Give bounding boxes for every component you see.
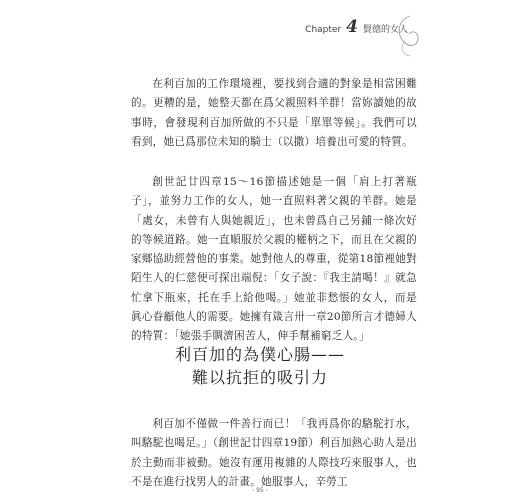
paragraph-text: 在利百加的工作環境裡，要找到合適的對象是相當困難的。更糟的是，她整天都在爲父親照料羊群！當妳讀她的故事時，會發現利百加所做的不只是「單單等候」。我們可以看到，她已爲那位未知的騎士（以撒）培養出可愛的特質。	[131, 78, 417, 148]
paragraph-text: 利百加不僅做一件善行而已！「我再爲你的駱駝打水，叫駱駝也喝足。」（創世記廿四章19節）利百加熱心助人是出於主動而非被動。她沒有運用複雜的人際技巧來服事人，也不是在進行找男人的計畫。她服事人，辛勞工	[131, 418, 417, 488]
chapter-label: Chapter	[305, 25, 342, 35]
subheading-line-1: 利百加的為僕心腸——	[174, 345, 345, 364]
paragraph-text: 創世記廿四章15～16節描述她是一個「肩上打著瓶子」，並努力工作的女人，她一直照料著父親的羊群。她是「處女，未曾有人與她親近」，也未曾爲自己另鋪一條次好的等候道路。她一直順服於父親的權柄之下，而且在父親的家鄉協助經營他的事業。她對他人的尊重，從第18節裡她對陌生人的仁慈便可探出端倪：「女子說：『我主請喝！』就急忙拿下瓶來，托在手上給他喝。」她並非愁悵的女人，而是眞心眷顧他人的需要。她擁有箴言卅一章20節所言才德婦人的特質：「她張手賙濟困苦人，伸手幫補窮乏人。」	[131, 176, 417, 343]
chapter-title: 賢德的女人	[362, 25, 408, 35]
subheading-line-2: 難以抗拒的吸引力	[191, 368, 328, 387]
paragraph-3	[131, 415, 417, 492]
paragraph-2	[131, 173, 417, 347]
chapter-number: 4	[346, 17, 358, 37]
decorative-swirl-icon	[392, 12, 428, 58]
page-number: - 95 -	[252, 487, 268, 494]
paragraph-1	[131, 75, 417, 152]
section-subheading	[0, 343, 520, 389]
